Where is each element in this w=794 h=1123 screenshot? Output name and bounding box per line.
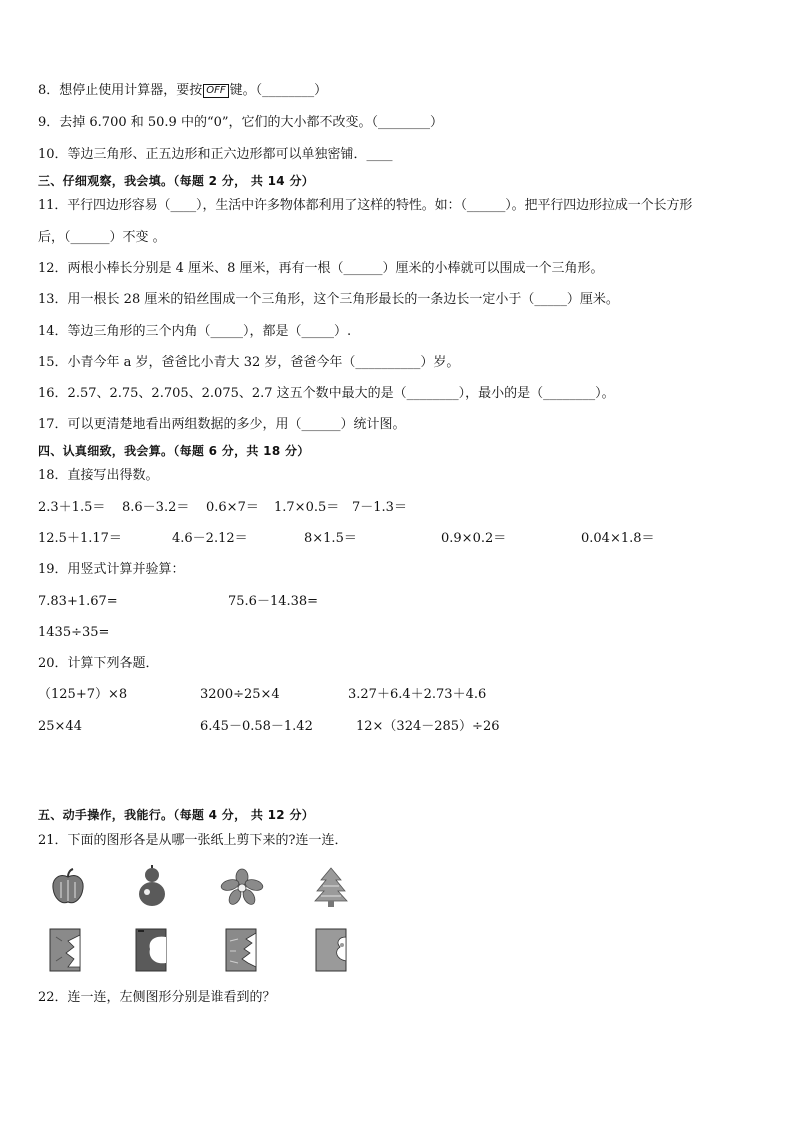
calc-item: 4.6－2.12＝ — [172, 531, 248, 546]
calc-item: 8×1.5＝ — [304, 531, 357, 546]
question-8 — [38, 83, 327, 99]
question-8-text-end: 键。（________） — [229, 83, 328, 98]
question-20: 20．计算下列各题． — [38, 656, 159, 671]
question-11-line-2: 后，（______）不变 。 — [38, 230, 166, 245]
calc-item: 0.04×1.8＝ — [581, 531, 655, 546]
q19-row-2: 1435÷35= — [38, 625, 110, 640]
calc-item: 7－1.3＝ — [352, 500, 407, 515]
calc-item: 12×（324－285）÷26 — [356, 719, 500, 734]
calc-item: （125+7）×8 — [38, 687, 128, 702]
section-4-heading: 四、认真细致，我会算。（每题 6 分，共 18 分） — [38, 444, 310, 458]
paper-cutout-2 — [134, 927, 170, 973]
flower-icon — [219, 868, 265, 906]
paper-cutout-3 — [224, 927, 260, 973]
calc-item: 2.3＋1.5＝ — [38, 500, 106, 515]
paper-cutout-1 — [48, 927, 84, 973]
question-13: 13．用一根长 28 厘米的铅丝围成一个三角形，这个三角形最长的一条边长一定小于（_____）厘米。 — [38, 292, 619, 307]
calc-item: 3200÷25×4 — [200, 687, 280, 702]
paper-cutout-4 — [314, 927, 350, 973]
calc-item: 12.5＋1.17＝ — [38, 531, 122, 546]
calc-item: 7.83+1.67= — [38, 594, 118, 609]
question-10: 10．等边三角形、正五边形和正六边形都可以单独密铺．____ — [38, 147, 393, 162]
calc-item: 6.45－0.58－1.42 — [200, 719, 313, 734]
question-9: 9．去掉 6.700 和 50.9 中的“0”，它们的大小都不改变。（________） — [38, 115, 444, 130]
question-17: 17．可以更清楚地看出两组数据的多少，用（______）统计图。 — [38, 417, 406, 432]
question-21: 21．下面的图形各是从哪一张纸上剪下来的?连一连． — [38, 833, 348, 848]
question-8-text: 8．想停止使用计算器，要按 — [38, 83, 203, 98]
question-12: 12．两根小棒长分别是 4 厘米、8 厘米，再有一根（______）厘米的小棒就可以围成一个三角形。 — [38, 261, 604, 276]
question-22: 22．连一连，左侧图形分别是谁看到的？ — [38, 990, 276, 1005]
calc-item: 0.6×7＝ — [206, 500, 259, 515]
calc-item: 25×44 — [38, 719, 82, 734]
question-16: 16．2.57、2.75、2.705、2.075、2.7 这五个数中最大的是（________），最小的是（________）。 — [38, 386, 615, 401]
question-14: 14．等边三角形的三个内角（_____），都是（_____）. — [38, 324, 352, 339]
calc-item: 1.7×0.5＝ — [274, 500, 340, 515]
question-18: 18．直接写出得数。 — [38, 468, 159, 483]
calc-item: 3.27＋6.4＋2.73＋4.6 — [348, 687, 487, 702]
off-key-icon: OFF — [203, 84, 228, 98]
apple-icon — [48, 868, 88, 908]
question-11-line-1: 11．平行四边形容易（____），生活中许多物体都利用了这样的特性。如：（______）。把平行四边形拉成一个长方形 — [38, 198, 693, 213]
calc-item: 0.9×0.2＝ — [441, 531, 507, 546]
section-5-heading: 五、动手操作，我能行。（每题 4 分， 共 12 分） — [38, 808, 315, 822]
question-19: 19．用竖式计算并验算： — [38, 562, 185, 577]
gourd-icon — [134, 864, 170, 908]
calc-item: 75.6－14.38= — [228, 594, 319, 609]
tree-icon — [313, 866, 349, 908]
section-3-heading: 三、仔细观察，我会填。（每题 2 分， 共 14 分） — [38, 174, 315, 188]
calc-item: 8.6－3.2＝ — [122, 500, 190, 515]
question-15: 15．小青今年 a 岁，爸爸比小青大 32 岁，爸爸今年（__________）岁。 — [38, 355, 460, 370]
